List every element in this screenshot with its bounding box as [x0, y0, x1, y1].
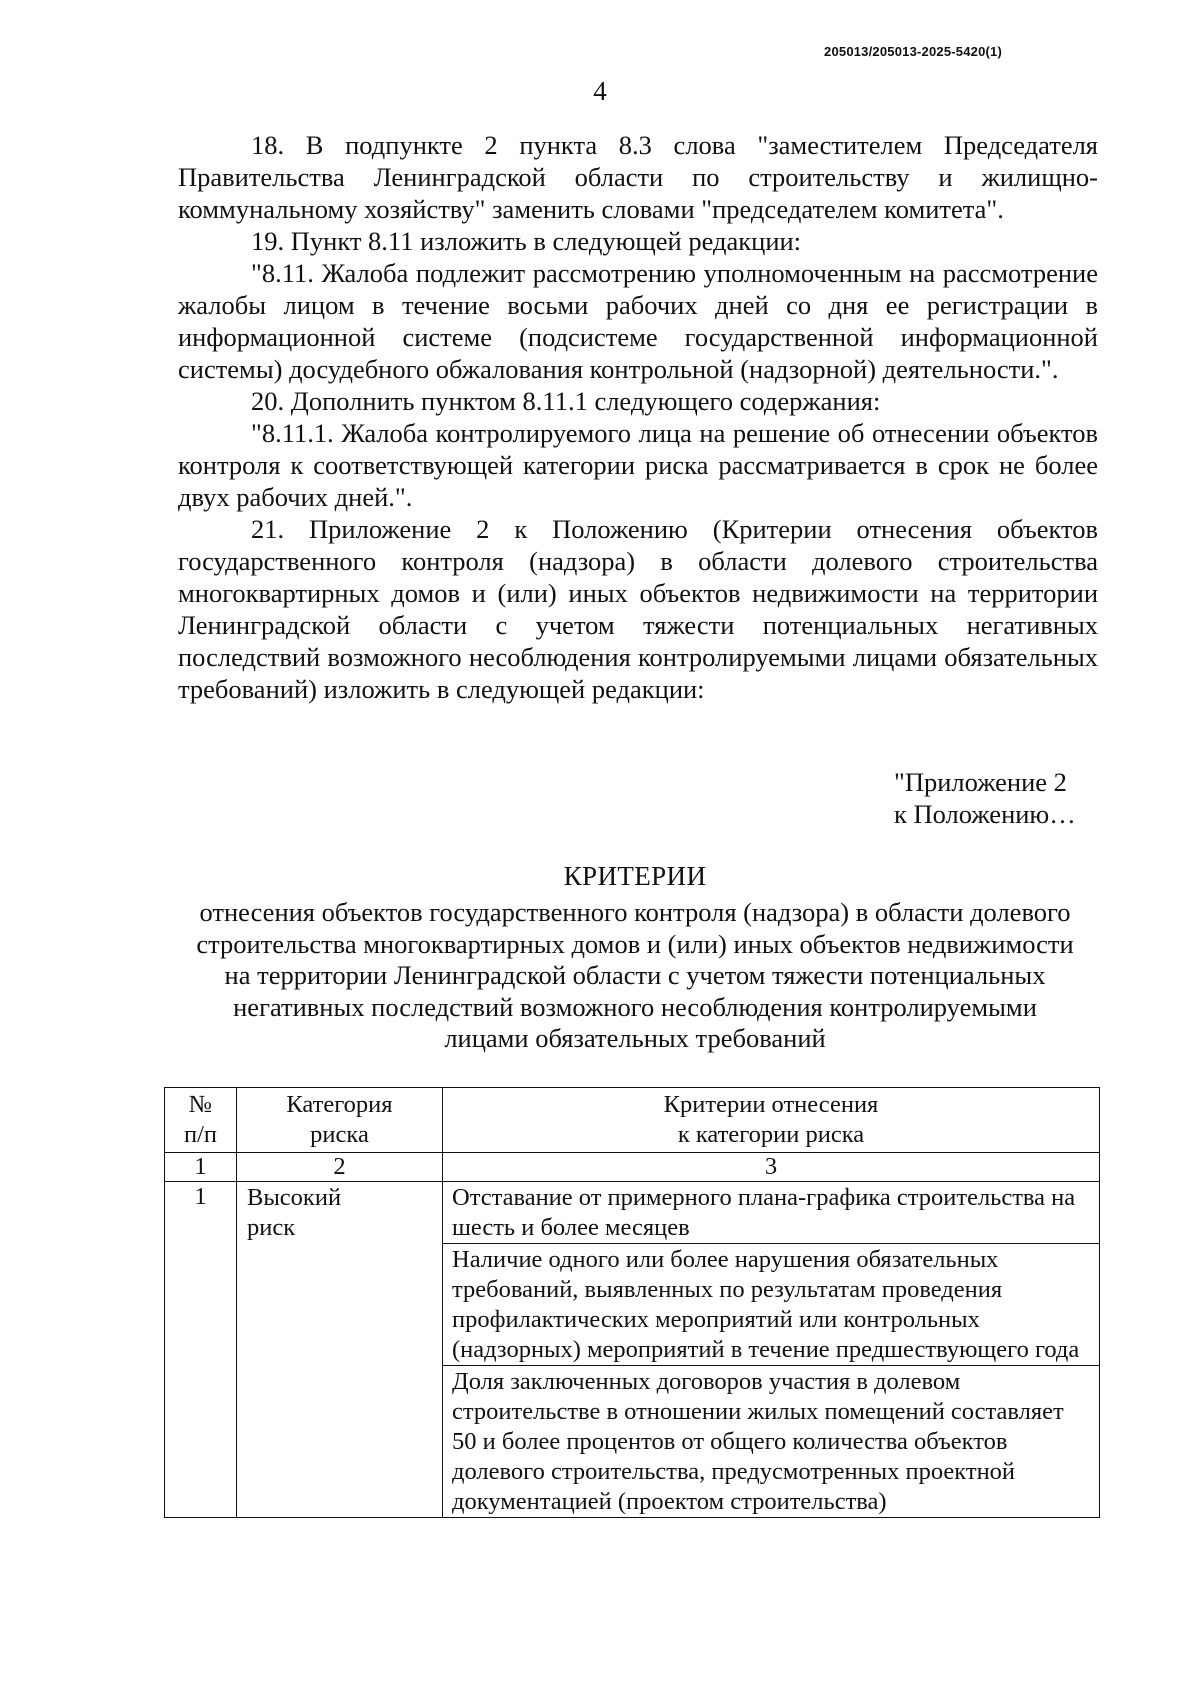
header-criteria: Критерии отнесения к категории риска: [443, 1088, 1100, 1153]
table-header-row: [165, 1088, 1100, 1153]
paragraph-20: 20. Дополнить пунктом 8.11.1 следующего содержания:: [251, 386, 881, 416]
criteria-heading: КРИТЕРИИ: [563, 861, 707, 891]
criterion-cell: Доля заключенных договоров участия в долевом строительстве в отношении жилых помещений составляет 50 и более процентов от общего количества объектов долевого строительства, предусмотренных проектной документацией (проектом строительства): [443, 1366, 1100, 1518]
column-number: 3: [443, 1153, 1100, 1182]
page-number: 4: [593, 76, 607, 106]
appendix-reference: [894, 766, 1076, 830]
paragraph-18: 18. В подпункте 2 пункта 8.3 слова "заместителем Председателя Правительства Ленинградской области по строительству и жилищно-коммунальному хозяйству" заменить словами "председателем комитета".: [178, 130, 1098, 224]
document-id: 205013/205013-2025-5420(1): [824, 44, 1002, 59]
criteria-subheading: отнесения объектов государственного контроля (надзора) в области долевого строительства многоквартирных домов и (или) иных объектов недвижимости на территории Ленинградской области с учетом тяжести потенциальных негативных последствий возможного несоблюдения контролируемыми лицами обязательных требований: [196, 897, 1074, 1054]
column-number-row: [165, 1153, 1100, 1182]
criterion-cell: Отставание от примерного плана-графика строительства на шесть и более месяцев: [443, 1182, 1100, 1244]
header-category: Категория риска: [237, 1088, 443, 1153]
document-body: [178, 129, 1098, 705]
appendix-ref-line2: к Положению…: [894, 799, 1076, 829]
row-category: Высокий риск: [237, 1182, 443, 1518]
row-num: 1: [165, 1182, 237, 1518]
paragraph-8-11: "8.11. Жалоба подлежит рассмотрению уполномоченным на рассмотрение жалобы лицом в течение восьми рабочих дней со дня ее регистрации в информационной системе (подсистеме государственной информационной системы) досудебного обжалования контрольной (надзорной) деятельности.".: [178, 258, 1098, 384]
paragraph-21: 21. Приложение 2 к Положению (Критерии отнесения объектов государственного контроля (надзора) в области долевого строительства многоквартирных домов и (или) иных объектов недвижимости на территории Ленинградской области с учетом тяжести потенциальных негативных последствий возможного несоблюдения контролируемыми лицами обязательных требований) изложить в следующей редакции:: [178, 514, 1098, 704]
appendix-ref-line1: "Приложение 2: [894, 767, 1067, 797]
column-number: 2: [237, 1153, 443, 1182]
criteria-table: [164, 1087, 1100, 1518]
column-number: 1: [165, 1153, 237, 1182]
paragraph-19: 19. Пункт 8.11 изложить в следующей редакции:: [251, 226, 802, 256]
table-row: [165, 1182, 1100, 1244]
header-num: № п/п: [165, 1088, 237, 1153]
criterion-cell: Наличие одного или более нарушения обязательных требований, выявленных по результатам проведения профилактических мероприятий или контрольных (надзорных) мероприятий в течение предшествующего года: [443, 1244, 1100, 1366]
paragraph-8-11-1: "8.11.1. Жалоба контролируемого лица на решение об отнесении объектов контроля к соответствующей категории риска рассматривается в срок не более двух рабочих дней.".: [178, 418, 1098, 512]
